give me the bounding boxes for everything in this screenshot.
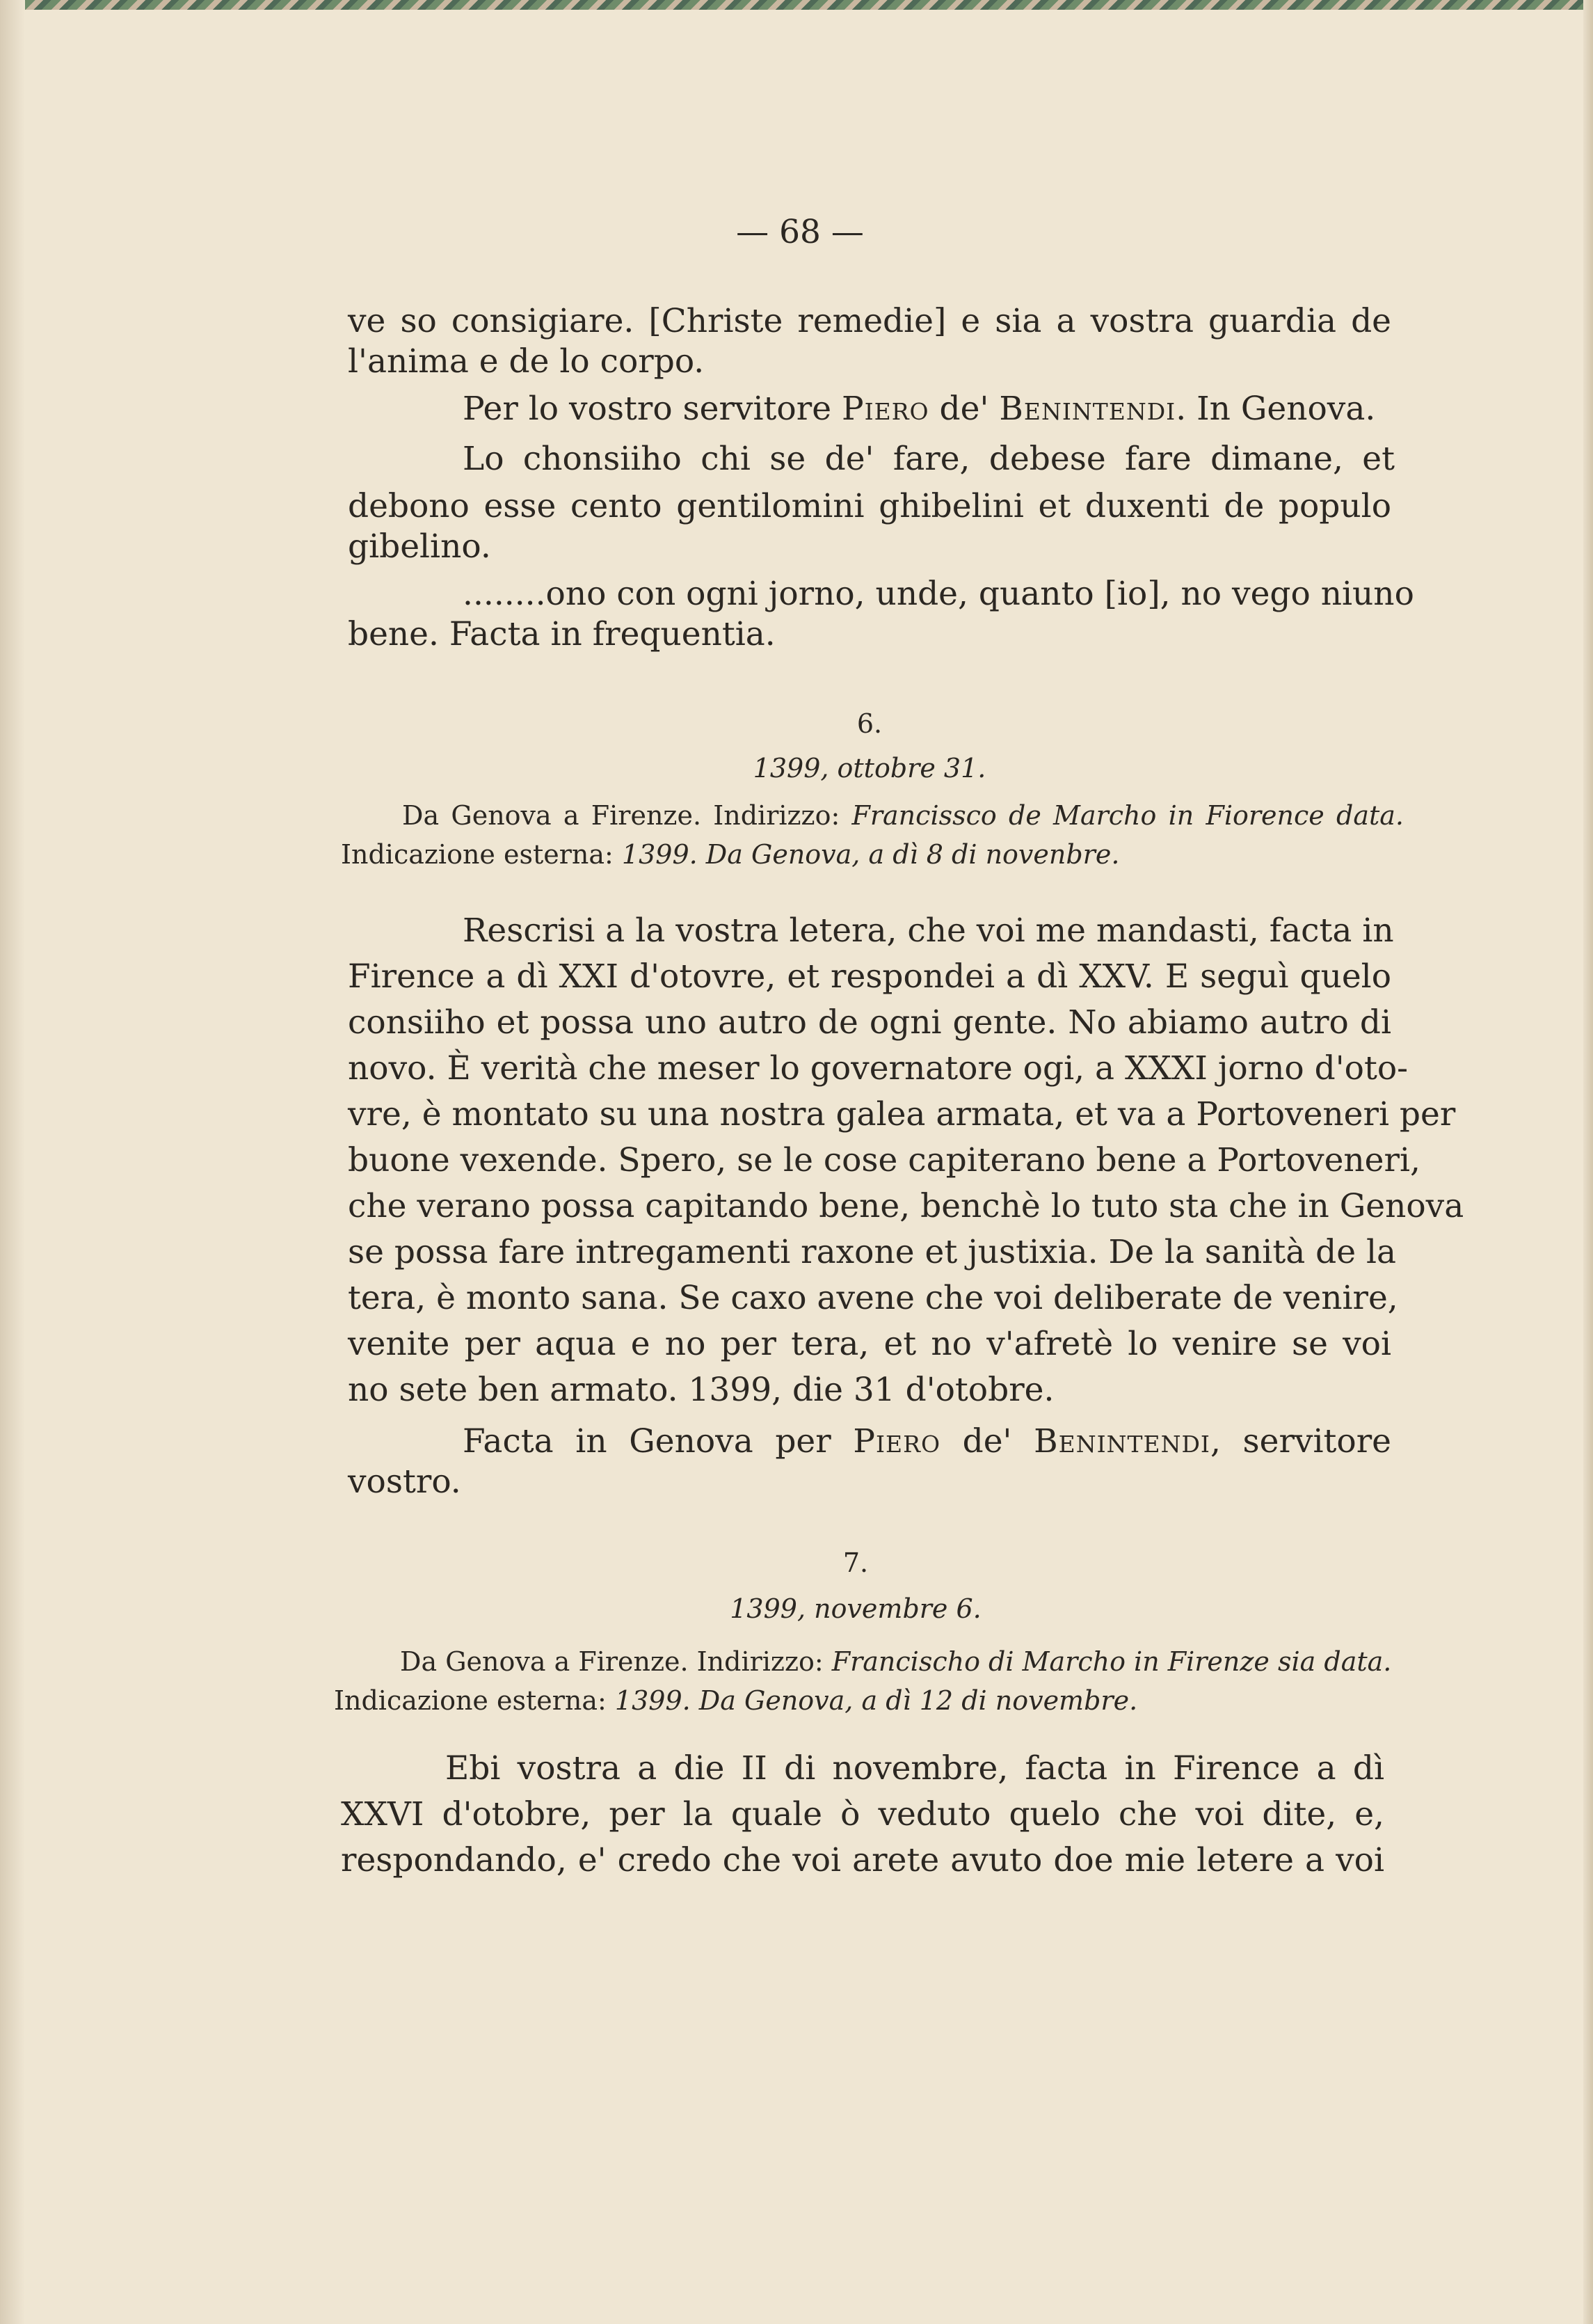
text-line: Lo chonsiiho chi se de' fare, debese fare dimane, et bbox=[463, 440, 1395, 478]
text-line: bene. Facta in frequentia. bbox=[348, 615, 776, 653]
closing-name-benintendi: Benintendi bbox=[1034, 1422, 1210, 1461]
text-line: debono esse cento gentilomini ghibelini et duxenti de populo bbox=[348, 487, 1391, 525]
text-line: XXVI d'otobre, per la quale ò veduto quelo che voi dite, e, bbox=[341, 1795, 1384, 1833]
text-line: Ebi vostra a die II di novembre, facta in Firence a dì bbox=[445, 1749, 1384, 1788]
text-line: ........ono con ogni jorno, unde, quanto [io], no vego niuno bbox=[463, 575, 1414, 613]
text-line: l'anima e de lo corpo. bbox=[348, 342, 705, 381]
signature-name-piero: Piero bbox=[841, 390, 929, 428]
text-line: vostro. bbox=[348, 1463, 461, 1501]
text-line: Firence a dì XXI d'otovre, et respondei a dì XXV. E seguì quelo bbox=[348, 957, 1391, 996]
letter-external-note: Indicazione esterna: 1399. Da Genova, a dì 12 di novembre. bbox=[334, 1685, 1138, 1716]
text-line: gibelino. bbox=[348, 527, 491, 566]
text-line: ve so consigiare. [Christe remedie] e sia a vostra guardia de bbox=[348, 302, 1391, 340]
text-line: respondando, e' credo che voi arete avuto doe mie letere a voi bbox=[341, 1841, 1384, 1879]
page-number: — 68 — bbox=[736, 213, 864, 251]
letter-address: Da Genova a Firenze. Indirizzo: Francissco de Marcho in Fiorence data. bbox=[402, 800, 1404, 831]
signature-name-benintendi: Benintendi bbox=[999, 390, 1176, 428]
text-line: tera, è monto sana. Se caxo avene che voi deliberate de venire, bbox=[348, 1279, 1398, 1317]
letter-address: Da Genova a Firenze. Indirizzo: Francischo di Marcho in Firenze sia data. bbox=[400, 1646, 1392, 1677]
text-line: novo. È verità che meser lo governatore ogi, a XXXI jorno d'oto- bbox=[348, 1049, 1409, 1088]
text-line: buone vexende. Spero, se le cose capiterano bene a Portoveneri, bbox=[348, 1141, 1420, 1179]
signature-line: Per lo vostro servitore Piero de' Benintendi. In Genova. bbox=[463, 390, 1376, 428]
closing-name-piero: Piero bbox=[853, 1422, 940, 1461]
letter-external-note: Indicazione esterna: 1399. Da Genova, a dì 8 di novenbre. bbox=[341, 839, 1120, 870]
letter-date: 1399, novembre 6. bbox=[730, 1593, 982, 1624]
text-line: venite per aqua e no per tera, et no v'afretè lo venire se voi bbox=[348, 1325, 1391, 1363]
letter-date: 1399, ottobre 31. bbox=[753, 753, 986, 783]
text-line: Rescrisi a la vostra letera, che voi me mandasti, facta in bbox=[463, 912, 1394, 950]
text-line: no sete ben armato. 1399, die 31 d'otobre. bbox=[348, 1371, 1055, 1409]
book-cover-edge bbox=[0, 0, 1593, 10]
text-line: se possa fare intregamenti raxone et justixia. De la sanità de la bbox=[348, 1233, 1397, 1271]
page-right-edge bbox=[1583, 0, 1593, 2324]
page-gutter-shadow bbox=[0, 0, 25, 2324]
text-line: che verano possa capitando bene, benchè lo tuto sta che in Genova bbox=[348, 1187, 1464, 1225]
letter-number: 6. bbox=[856, 708, 883, 739]
letter-number: 7. bbox=[842, 1547, 869, 1578]
text-line: vre, è montato su una nostra galea armata, et va a Portoveneri per bbox=[348, 1095, 1456, 1133]
text-line: consiiho et possa uno autro de ogni gente. No abiamo autro di bbox=[348, 1003, 1391, 1042]
closing-line: Facta in Genova per Piero de' Benintendi, servitore bbox=[463, 1422, 1391, 1461]
